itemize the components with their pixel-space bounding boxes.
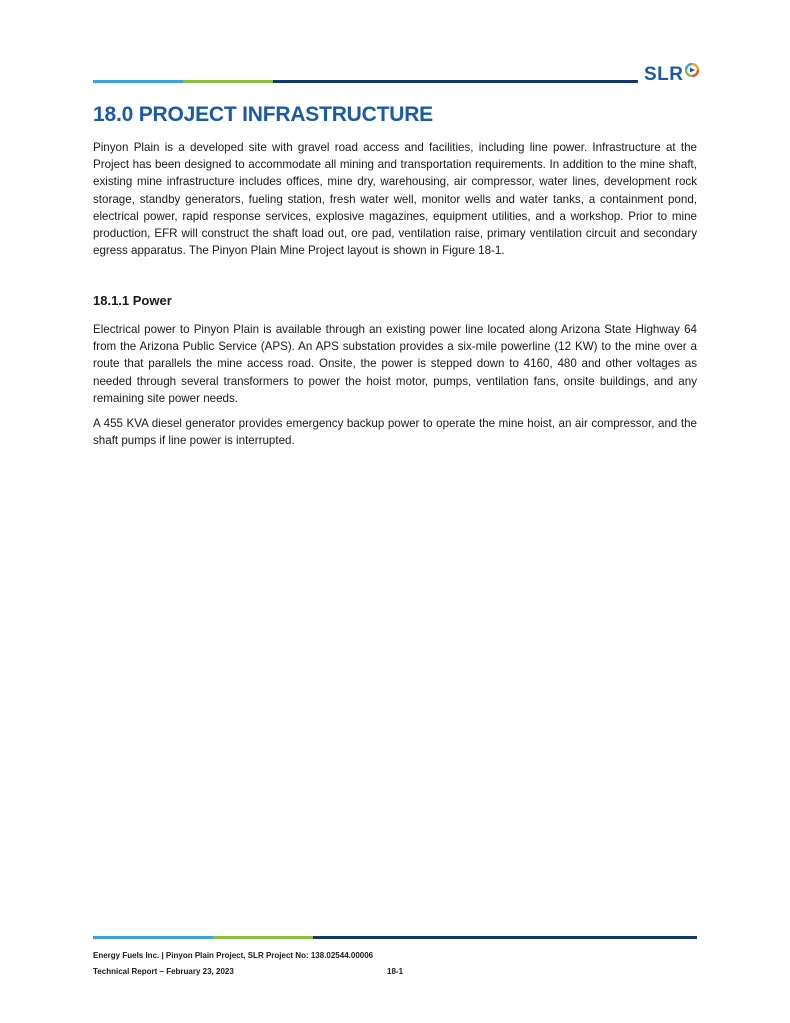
header-rule [93, 80, 638, 83]
footer-report-line: Technical Report – February 23, 2023 [93, 967, 234, 976]
footer-rule [93, 936, 697, 939]
intro-paragraph: Pinyon Plain is a developed site with gravel road access and facilities, including line power. Infrastructure at the Project has been designed to accommodate all mining and transportation requirements. In addition to the mine shaft, existing mine infrastructure includes offices, mine dry, warehousing, air compressor, water lines, development rock storage, standby generators, fueling station, fresh water well, monitor wells and water tanks, a containment pond, electrical power, rapid response services, explosive magazines, equipment utilities, and a workshop. Prior to mine production, EFR will construct the shaft load out, ore pad, ventilation raise, primary ventilation circuit and secondary egress apparatus. The Pinyon Plain Mine Project layout is shown in Figure 18-1. [93, 141, 697, 258]
footer-project-line: Energy Fuels Inc. | Pinyon Plain Project, SLR Project No: 138.02544.00006 [93, 951, 374, 960]
page-number: 18-1 [387, 967, 404, 976]
slr-logo-text: SLR [644, 64, 684, 85]
header-rule-cyan [93, 80, 183, 83]
footer-rule-navy [313, 936, 697, 939]
header-rule-navy [273, 80, 638, 83]
header-rule-green [183, 80, 273, 83]
footer-rule-cyan [93, 936, 213, 939]
footer-rule-green [213, 936, 313, 939]
subsection-heading: 18.1.1 Power [93, 293, 172, 308]
power-paragraph-1: Electrical power to Pinyon Plain is available through an existing power line located along Arizona State Highway 64 from the Arizona Public Service (APS). An APS substation provides a six-mile powerline (12 KW) to the mine over a route that parallels the mine access road. Onsite, the power is stepped down to 4160, 480 and other voltages as needed through several transformers to power the hoist motor, pumps, ventilation fans, onsite buildings, and any remaining site power needs. [93, 323, 697, 405]
section-title: 18.0 PROJECT INFRASTRUCTURE [93, 103, 433, 126]
slr-logo-mark-icon [685, 63, 699, 77]
power-paragraph-2: A 455 KVA diesel generator provides emergency backup power to operate the mine hoist, an air compressor, and the shaft pumps if line power is interrupted. [93, 417, 697, 448]
slr-logo [644, 62, 699, 86]
